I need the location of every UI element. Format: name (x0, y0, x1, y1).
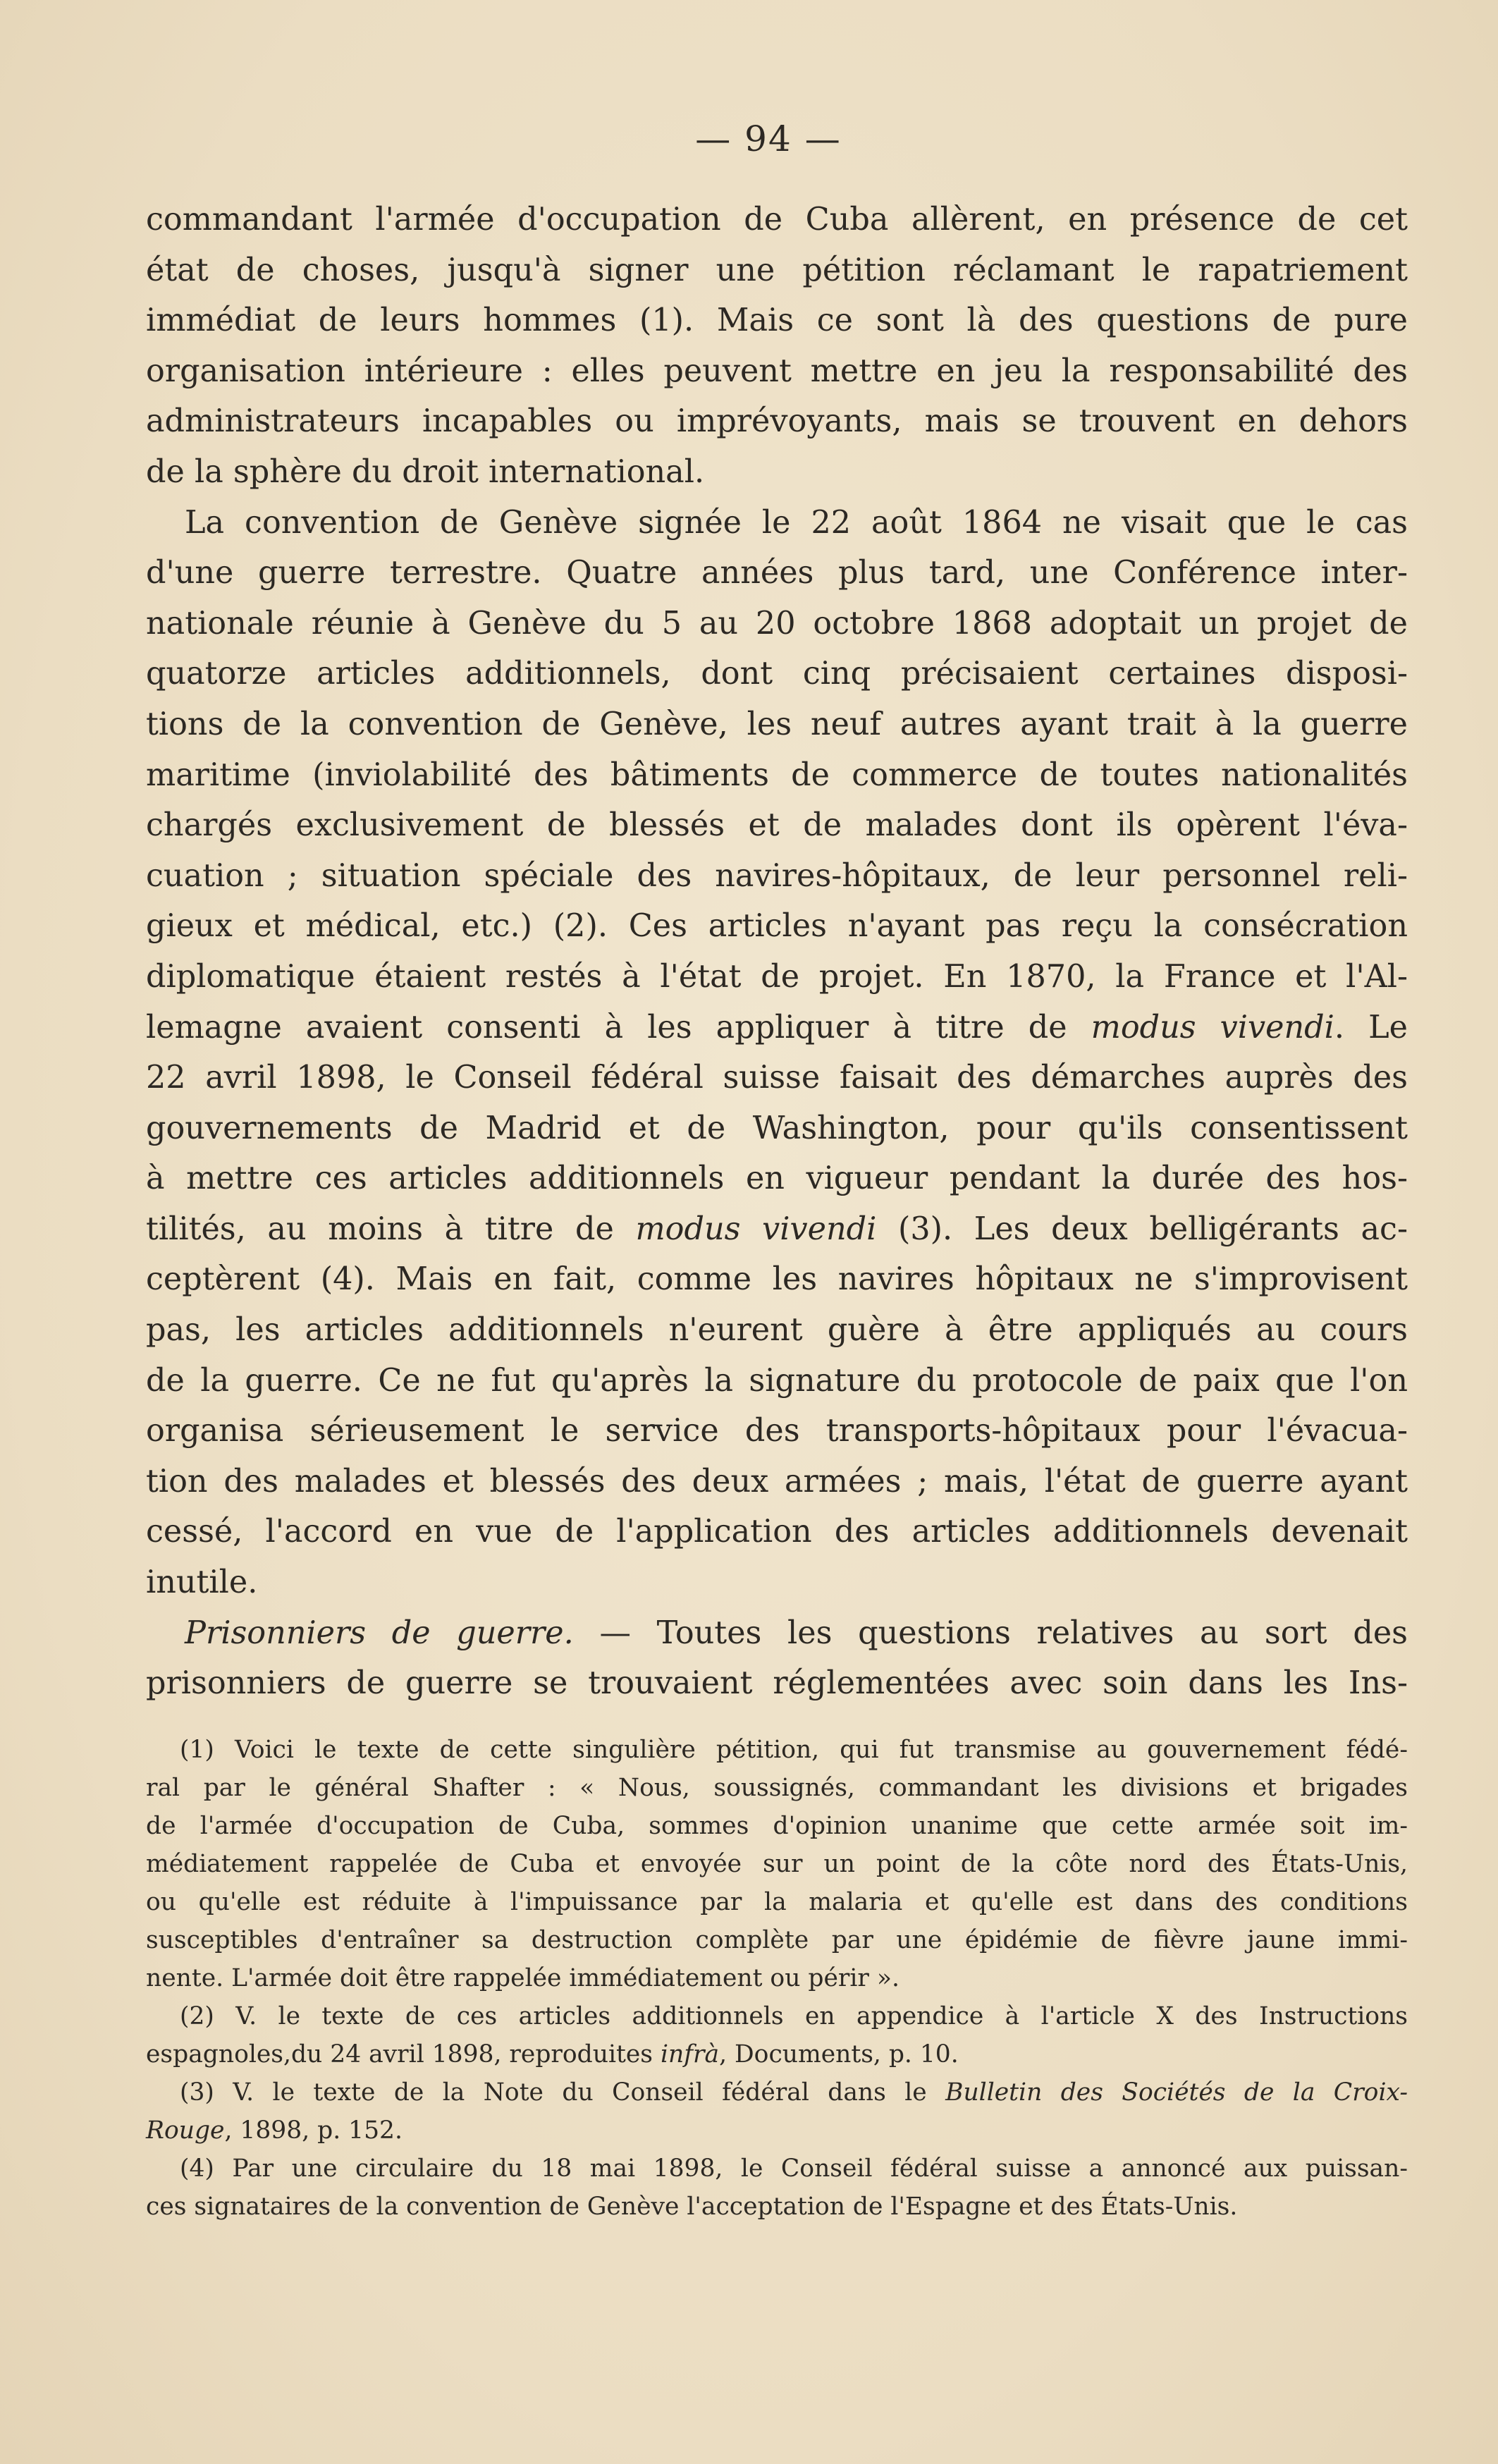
footnote-line: ou qu'elle est réduite à l'impuissance par la malaria et qu'elle est dans des conditions (146, 1888, 1408, 1916)
body-line: à mettre ces articles additionnels en vigueur pendant la durée des hos- (146, 1160, 1408, 1197)
body-line: Prisonniers de guerre. — Toutes les questions relatives au sort des (185, 1614, 1408, 1651)
footnote-line: Rouge, 1898, p. 152. (146, 2116, 403, 2145)
footnote-line: (2) V. le texte de ces articles additionnels en appendice à l'article X des Instructions (180, 2002, 1408, 2030)
footnote-line: (3) V. le texte de la Note du Conseil fédéral dans le Bulletin des Sociétés de la Croix- (180, 2078, 1408, 2107)
body-line: de la guerre. Ce ne fut qu'après la signature du protocole de paix que l'on (146, 1362, 1408, 1399)
body-line: ceptèrent (4). Mais en fait, comme les navires hôpitaux ne s'improvisent (146, 1261, 1408, 1298)
body-line: prisonniers de guerre se trouvaient réglementées avec soin dans les Ins- (146, 1665, 1408, 1702)
footnotes (146, 1731, 1408, 2226)
footnote-line: (1) Voici le texte de cette singulière pétition, qui fut transmise au gouvernement fédé- (180, 1736, 1408, 1764)
body-line: commandant l'armée d'occupation de Cuba allèrent, en présence de cet (146, 202, 1408, 238)
body-line: tion des malades et blessés des deux armées ; mais, l'état de guerre ayant (146, 1463, 1408, 1500)
body-line: immédiat de leurs hommes (1). Mais ce sont là des questions de pure (146, 302, 1408, 339)
body-line: chargés exclusivement de blessés et de malades dont ils opèrent l'éva- (146, 807, 1408, 844)
body-text (146, 195, 1408, 1709)
footnote-line: de l'armée d'occupation de Cuba, sommes d'opinion unanime que cette armée soit im- (146, 1812, 1408, 1840)
footnote-line: susceptibles d'entraîner sa destruction complète par une épidémie de fièvre jaune immi- (146, 1926, 1408, 1954)
footnote-line: médiatement rappelée de Cuba et envoyée sur un point de la côte nord des États-Unis, (146, 1850, 1408, 1878)
body-line: de la sphère du droit international. (146, 453, 705, 490)
footnote-line: ces signataires de la convention de Genève l'acceptation de l'Espagne et des États-Unis. (146, 2193, 1238, 2221)
body-line: pas, les articles additionnels n'eurent guère à être appliqués au cours (146, 1312, 1408, 1349)
footnote-line: (4) Par une circulaire du 18 mai 1898, le Conseil fédéral suisse a annoncé aux puissan- (180, 2155, 1408, 2183)
body-line: administrateurs incapables ou imprévoyants, mais se trouvent en dehors (146, 403, 1408, 440)
body-line: inutile. (146, 1564, 258, 1601)
body-line: diplomatique étaient restés à l'état de projet. En 1870, la France et l'Al- (146, 958, 1408, 995)
footnote-line: espagnoles,du 24 avril 1898, reproduites infrà, Documents, p. 10. (146, 2040, 959, 2068)
footnote-line: ral par le général Shafter : « Nous, soussignés, commandant les divisions et brigades (146, 1774, 1408, 1802)
body-line: d'une guerre terrestre. Quatre années plus tard, une Conférence inter- (146, 555, 1408, 592)
body-line: gieux et médical, etc.) (2). Ces articles n'ayant pas reçu la consécration (146, 908, 1408, 945)
page-number: — 94 — (695, 118, 842, 159)
body-line: tilités, au moins à titre de modus vivendi (3). Les deux belligérants ac- (146, 1210, 1408, 1247)
body-line: maritime (inviolabilité des bâtiments de commerce de toutes nationalités (146, 756, 1408, 793)
body-line: organisa sérieusement le service des transports-hôpitaux pour l'évacua- (146, 1413, 1408, 1449)
body-line: gouvernements de Madrid et de Washington, pour qu'ils consentissent (146, 1110, 1408, 1146)
body-line: état de choses, jusqu'à signer une pétition réclamant le rapatriement (146, 252, 1408, 288)
footnote-line: nente. L'armée doit être rappelée immédiatement ou périr ». (146, 1964, 900, 1992)
body-line: nationale réunie à Genève du 5 au 20 octobre 1868 adoptait un projet de (146, 605, 1408, 642)
body-line: tions de la convention de Genève, les neuf autres ayant trait à la guerre (146, 706, 1408, 742)
body-line: cuation ; situation spéciale des navires-hôpitaux, de leur personnel reli- (146, 857, 1408, 894)
body-line: quatorze articles additionnels, dont cinq précisaient certaines disposi- (146, 656, 1408, 692)
body-line: lemagne avaient consenti à les appliquer à titre de modus vivendi. Le (146, 1009, 1408, 1046)
body-line: cessé, l'accord en vue de l'application des articles additionnels devenait (146, 1514, 1408, 1550)
body-line: 22 avril 1898, le Conseil fédéral suisse faisait des démarches auprès des (146, 1060, 1408, 1096)
body-line: La convention de Genève signée le 22 août 1864 ne visait que le cas (185, 504, 1408, 541)
body-line: organisation intérieure : elles peuvent mettre en jeu la responsabilité des (146, 353, 1408, 389)
